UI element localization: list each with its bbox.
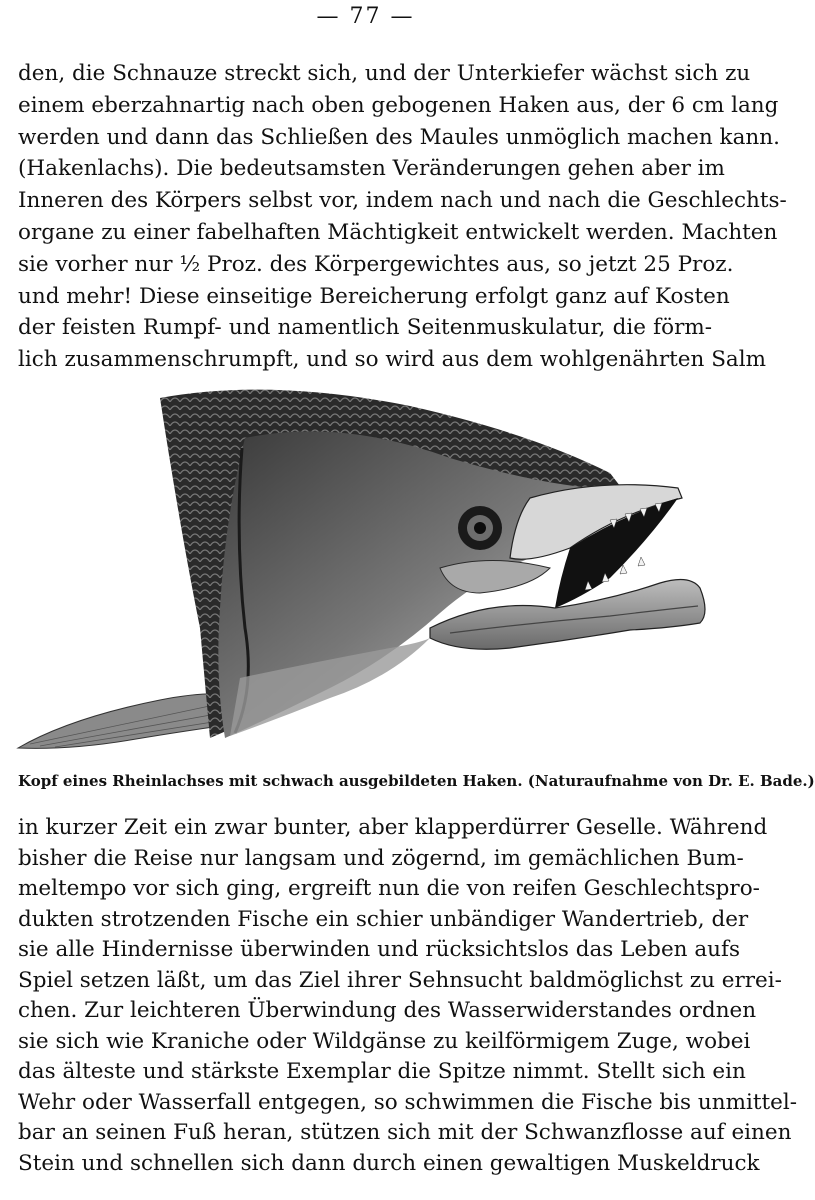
text-line: den, die Schnauze streckt sich, und der Unterkiefer wächst sich zu	[18, 61, 751, 86]
text-line: in kurzer Zeit ein zwar bunter, aber klapperdürrer Geselle. Während	[18, 815, 768, 840]
paragraph-top	[18, 58, 787, 376]
page-number: — 77 —	[316, 4, 415, 29]
text-line: Wehr oder Wasserfall entgegen, so schwimmen die Fische bis unmittel-	[18, 1089, 798, 1115]
text-line: sie vorher nur ½ Proz. des Körpergewichtes aus, so jetzt 25 Proz.	[18, 251, 734, 277]
text-line: Inneren des Körpers selbst vor, indem nach und nach die Geschlechts-	[18, 188, 787, 214]
salmon-head-illustration	[10, 378, 722, 768]
text-line: sie sich wie Kraniche oder Wildgänse zu keilförmigem Zuge, wobei	[18, 1028, 751, 1054]
text-line: (Hakenlachs). Die bedeutsamsten Veränderungen gehen aber im	[18, 156, 725, 182]
text-line: der feisten Rumpf- und namentlich Seitenmuskulatur, die förm-	[18, 315, 712, 341]
text-line: Stein und schnellen sich dann durch einen gewaltigen Muskeldruck	[18, 1150, 760, 1176]
text-line: bar an seinen Fuß heran, stützen sich mit der Schwanzflosse auf einen	[18, 1120, 792, 1145]
text-line: einem eberzahnartig nach oben gebogenen Haken aus, der 6 cm lang	[18, 92, 779, 118]
text-line: lich zusammenschrumpft, und so wird aus dem wohlgenährten Salm	[18, 347, 767, 373]
text-line: chen. Zur leichteren Überwindung des Wasserwiderstandes ordnen	[18, 998, 757, 1023]
text-line: und mehr! Diese einseitige Bereicherung erfolgt ganz auf Kosten	[18, 283, 730, 309]
text-line: meltempo vor sich ging, ergreift nun die von reifen Geschlechtspro-	[18, 876, 760, 901]
text-line: sie alle Hindernisse überwinden und rücksichtslos das Leben aufs	[18, 937, 741, 962]
text-line: das älteste und stärkste Exemplar die Spitze nimmt. Stellt sich ein	[18, 1059, 746, 1084]
text-line: Spiel setzen läßt, um das Ziel ihrer Sehnsucht baldmöglichst zu errei-	[18, 967, 782, 993]
figure-caption: Kopf eines Rheinlachses mit schwach ausgebildeten Haken. (Naturaufnahme von Dr. E. Bade.)	[18, 772, 815, 790]
text-line: bisher die Reise nur langsam und zögernd, im gemächlichen Bum-	[18, 845, 744, 871]
paragraph-bottom	[18, 813, 798, 1179]
text-line: dukten strotzenden Fische ein schier unbändiger Wandertrieb, der	[18, 906, 749, 932]
text-line: organe zu einer fabelhaften Mächtigkeit entwickelt werden. Machten	[18, 219, 778, 245]
text-line: werden und dann das Schließen des Maules unmöglich machen kann.	[18, 124, 780, 150]
